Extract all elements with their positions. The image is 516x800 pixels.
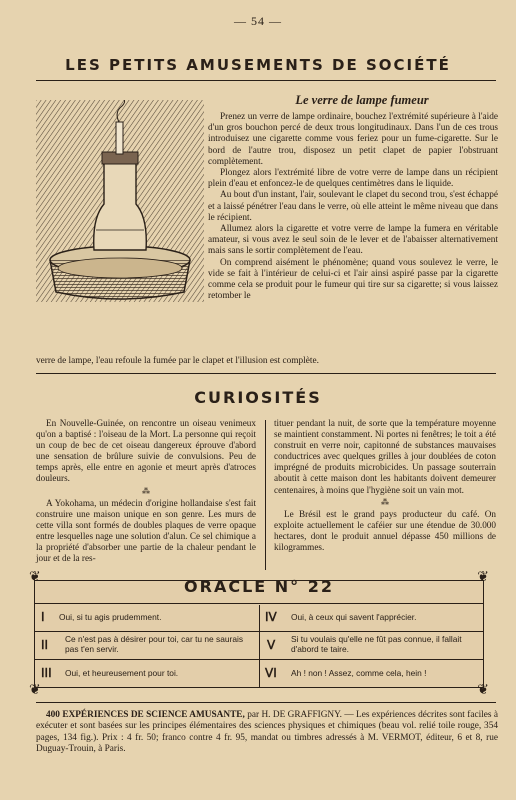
article-body [208,112,498,302]
ornament-icon: ❦ [29,683,41,698]
ornament-icon: ❦ [29,570,41,585]
ad-divider [36,702,496,703]
oracle-box [29,570,489,698]
oracle-answer: Oui, si tu agis prudemment. [59,612,162,622]
oracle-symbol: ⅤⅠ [265,666,277,680]
lamp-glass-illustration [36,100,204,302]
oracle-symbol: ⅠⅠⅠ [41,666,52,680]
ad-body: — Les expériences décrites sont faciles à exécuter et sont basées sur les principes élémentaires des sciences physiques et chimiques (beau vol. relié toile rouge, 354 pages, 134 fig.). Prix : 4 fr. 50; franco contre 4 fr. 95, mandat ou timbres adressés à M. VERMOT, éditeur, 6 et 8, rue Duguay-Trouin, à Paris. [36,710,498,754]
curiosite-paragraph: tituer pendant la nuit, de sorte que la température moyenne se maintient constamment. Ni portes ni fenêtres; le toit a été construit en verre noir, capitonné de substances mauvaises conductrices avec quelques grilles à jour doublées de coton imprégné de produits microbicides. Un passage souterrain aboutit à cette maison dont les habitants doivent demeurer centenaires, à moins que l'hygiène soit un vain mot. [274,418,496,495]
ornament-icon: ❦ [477,683,489,698]
article-paragraph: Au bout d'un instant, l'air, soulevant le clapet du second trou, s'est échappé et a laissé pénétrer l'eau dans le verre, où elle atteint le même niveau que dans le récipient. [208,190,498,223]
oracle-symbol: Ⅰ [41,610,45,624]
curiosite-paragraph: A Yokohama, un médecin d'origine hollandaise s'est fait construire une maison unique en son genre. Les murs de cette villa sont formés de doubles plaques de verre opaque entre lesquelles nage une solution d'alun. Ce sel chimique a la propriété d'absorber une partie de la chaleur pendant le jour et de la res- [36,497,256,564]
article-paragraph: On comprend aisément le phénomène; quand vous soulevez le verre, le vide se fait à l'intérieur de celui-ci et l'air ainsi aspiré passe par la cigarette comme cela se produit pour le fumeur qui tire sur sa cigarette; si vous laissez retomber le [208,257,498,302]
article-body-end [36,356,498,367]
article-last-line: verre de lampe, l'eau refoule la fumée par le clapet et l'illusion est complète. [36,356,319,366]
oracle-symbol: ⅠⅤ [265,610,277,624]
curiosites-left-column [36,418,256,567]
oracle-answer: Ce n'est pas à désirer pour toi, car tu ne saurais pas t'en servir. [65,634,244,654]
article-paragraph: Prenez un verre de lampe ordinaire, bouchez l'extrémité supérieure à l'aide d'un gros bouchon percé de deux trous longitudinaux. Dans l'un de ces trous introduisez une cigarette comme vous feriez pour un fume-cigarette. Sur le bord de l'autre trou, disposez un petit clapet de papier l'obstruant complètement. [208,112,498,167]
oracle-title: ORACLE N° 22 [184,577,334,596]
ad-author: par H. DE GRAFFIGNY. [247,710,342,720]
oracle-answer: Si tu voulais qu'elle ne fût pas connue, il fallait d'abord te taire. [291,634,462,654]
article-title: Le verre de lampe fumeur [295,93,429,107]
curiosites-title: CURIOSITÉS [194,388,322,407]
article-paragraph: Allumez alors la cigarette et votre verre de lampe la fumera en véritable amateur, si vous avez le seul soin de le lever et de l'abaisser alternativement mais sans le sortir complètement de l'eau. [208,224,498,257]
oracle-column-rule [259,605,260,687]
ad-title: 400 EXPÉRIENCES DE SCIENCE AMUSANTE, [46,710,245,720]
advertisement [36,710,498,755]
ad-text [36,710,498,755]
oracle-symbol: ⅠⅠ [41,638,49,652]
curiosites-right-column [274,418,496,556]
column-separator [265,420,266,570]
oracle-answer: Oui, et heureusement pour toi. [65,668,179,678]
oracle-title-rule [35,603,483,604]
separator-dots: ⁂ [381,497,389,507]
oracle-answer: Ah ! non ! Assez, comme cela, hein ! [291,668,427,678]
title-underline [36,80,496,81]
separator-dots: ⁂ [142,486,150,496]
curiosite-paragraph: Le Brésil est le grand pays producteur du café. On exploite actuellement le caféier sur une étendue de 30.000 hectares, dont le produit annuel dépasse 450 millions de kilogrammes. [274,508,496,552]
ornament-icon: ❦ [477,570,489,585]
page-number: — 54 — [234,14,282,28]
oracle-answer: Oui, à ceux qui savent l'apprécier. [291,612,417,622]
oracle-symbol: Ⅴ [267,638,276,652]
section-divider [36,373,496,374]
section-title: LES PETITS AMUSEMENTS DE SOCIÉTÉ [65,56,451,74]
article-paragraph: Plongez alors l'extrémité libre de votre verre de lampe dans un récipient plein d'eau et enfoncez-le de quelques centimètres dans le liquide. [208,168,498,190]
curiosite-paragraph: En Nouvelle-Guinée, on rencontre un oiseau venimeux qu'on a baptisé : l'oiseau de la Mort. La personne qui reçoit un coup de bec de cet oiseau dangereux éprouve d'abord une sensation de brûlure suivie de convulsions. Peu de temps après, elle entre en agonie et meurt après d'atroces douleurs. [36,418,256,484]
